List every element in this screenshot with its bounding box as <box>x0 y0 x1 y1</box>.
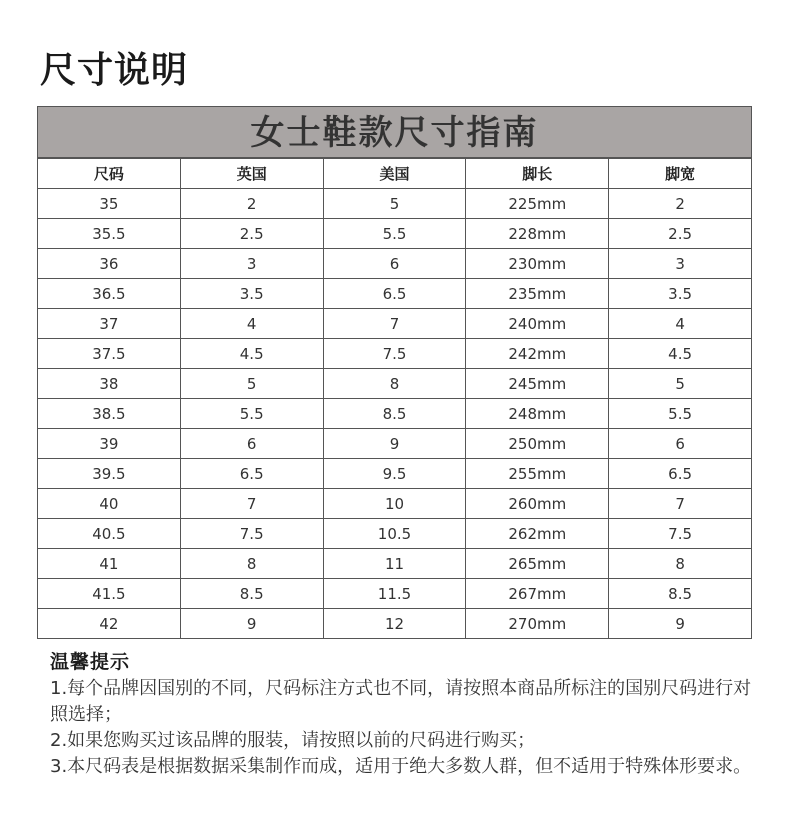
table-row <box>38 309 752 339</box>
table-cell: 260mm <box>466 489 609 519</box>
tips-item-3: 3.本尺码表是根据数据采集制作而成，适用于绝大多数人群，但不适用于特殊体形要求。 <box>50 756 752 777</box>
table-cell: 41 <box>38 549 181 579</box>
table-cell: 242mm <box>466 339 609 369</box>
table-header-row <box>38 159 752 189</box>
table-cell: 2.5 <box>609 219 752 249</box>
table-cell: 11 <box>323 549 466 579</box>
table-row <box>38 609 752 639</box>
table-cell: 7 <box>323 309 466 339</box>
tips-title: 温馨提示 <box>50 651 131 673</box>
header-uk: 英国 <box>180 159 323 189</box>
table-cell: 40.5 <box>38 519 181 549</box>
table-cell: 5.5 <box>323 219 466 249</box>
table-cell: 235mm <box>466 279 609 309</box>
header-us: 美国 <box>323 159 466 189</box>
table-cell: 250mm <box>466 429 609 459</box>
size-guide-table <box>37 106 752 639</box>
table-cell: 8 <box>609 549 752 579</box>
header-size: 尺码 <box>38 159 181 189</box>
table-row <box>38 519 752 549</box>
table-cell: 39.5 <box>38 459 181 489</box>
table-cell: 3 <box>180 249 323 279</box>
table-cell: 4.5 <box>180 339 323 369</box>
table-cell: 255mm <box>466 459 609 489</box>
table-cell: 6.5 <box>180 459 323 489</box>
table-cell: 6 <box>609 429 752 459</box>
table-cell: 37 <box>38 309 181 339</box>
table-cell: 7.5 <box>609 519 752 549</box>
table-row <box>38 369 752 399</box>
table-cell: 228mm <box>466 219 609 249</box>
table-cell: 8.5 <box>323 399 466 429</box>
table-cell: 7.5 <box>180 519 323 549</box>
table-cell: 36 <box>38 249 181 279</box>
table-cell: 2 <box>609 189 752 219</box>
table-row <box>38 219 752 249</box>
table-cell: 10 <box>323 489 466 519</box>
table-cell: 9 <box>180 609 323 639</box>
table-cell: 9 <box>609 609 752 639</box>
table-cell: 41.5 <box>38 579 181 609</box>
table-cell: 42 <box>38 609 181 639</box>
header-foot-length: 脚长 <box>466 159 609 189</box>
table-cell: 7.5 <box>323 339 466 369</box>
header-foot-width: 脚宽 <box>609 159 752 189</box>
table-cell: 7 <box>180 489 323 519</box>
table-row <box>38 459 752 489</box>
table-cell: 40 <box>38 489 181 519</box>
table-cell: 265mm <box>466 549 609 579</box>
table-cell: 8.5 <box>609 579 752 609</box>
table-row <box>38 399 752 429</box>
table-cell: 5.5 <box>609 399 752 429</box>
table-banner: 女士鞋款尺寸指南 <box>37 106 752 158</box>
table-cell: 3.5 <box>609 279 752 309</box>
table-cell: 240mm <box>466 309 609 339</box>
table-cell: 5 <box>180 369 323 399</box>
table-cell: 36.5 <box>38 279 181 309</box>
table-row <box>38 579 752 609</box>
table-row <box>38 249 752 279</box>
table-row <box>38 429 752 459</box>
table-cell: 262mm <box>466 519 609 549</box>
table-cell: 12 <box>323 609 466 639</box>
table-cell: 38 <box>38 369 181 399</box>
table-cell: 8 <box>180 549 323 579</box>
tips-item-2: 2.如果您购买过该品牌的服装，请按照以前的尺码进行购买； <box>50 730 536 751</box>
table-cell: 37.5 <box>38 339 181 369</box>
table-cell: 6 <box>180 429 323 459</box>
table-cell: 39 <box>38 429 181 459</box>
table-cell: 3 <box>609 249 752 279</box>
table-cell: 5.5 <box>180 399 323 429</box>
tips-item-1: 1.每个品牌因国别的不同，尺码标注方式也不同，请按照本商品所标注的国别尺码进行对照选择； <box>50 678 752 725</box>
table-cell: 2.5 <box>180 219 323 249</box>
table-row <box>38 279 752 309</box>
table-body <box>38 189 752 639</box>
table-cell: 267mm <box>466 579 609 609</box>
tips-section <box>50 648 760 780</box>
table-cell: 6 <box>323 249 466 279</box>
table-cell: 10.5 <box>323 519 466 549</box>
table-cell: 270mm <box>466 609 609 639</box>
table-cell: 3.5 <box>180 279 323 309</box>
table-cell: 9.5 <box>323 459 466 489</box>
table-cell: 4 <box>609 309 752 339</box>
table-cell: 7 <box>609 489 752 519</box>
table-cell: 245mm <box>466 369 609 399</box>
table-row <box>38 189 752 219</box>
table-cell: 6.5 <box>609 459 752 489</box>
table-cell: 248mm <box>466 399 609 429</box>
size-table <box>37 158 752 639</box>
table-cell: 225mm <box>466 189 609 219</box>
table-cell: 8.5 <box>180 579 323 609</box>
table-row <box>38 549 752 579</box>
table-cell: 230mm <box>466 249 609 279</box>
table-cell: 8 <box>323 369 466 399</box>
table-cell: 4.5 <box>609 339 752 369</box>
table-cell: 4 <box>180 309 323 339</box>
table-cell: 6.5 <box>323 279 466 309</box>
table-cell: 38.5 <box>38 399 181 429</box>
table-cell: 2 <box>180 189 323 219</box>
table-cell: 5 <box>609 369 752 399</box>
table-cell: 9 <box>323 429 466 459</box>
table-row <box>38 489 752 519</box>
table-row <box>38 339 752 369</box>
table-cell: 35.5 <box>38 219 181 249</box>
table-cell: 5 <box>323 189 466 219</box>
page-title: 尺寸说明 <box>40 50 189 91</box>
table-cell: 11.5 <box>323 579 466 609</box>
table-cell: 35 <box>38 189 181 219</box>
